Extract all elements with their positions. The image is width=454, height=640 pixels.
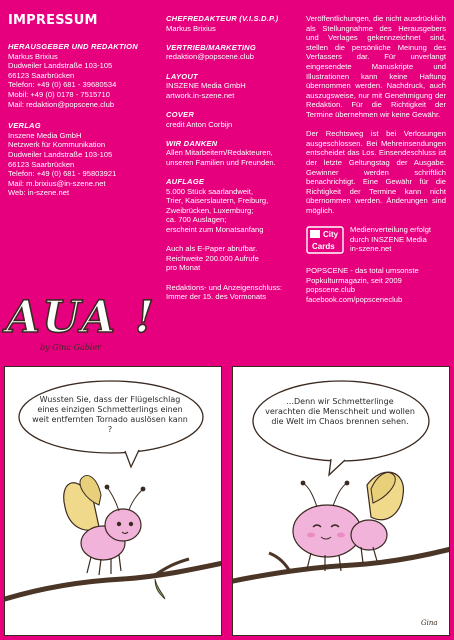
cover-heading: COVER: [166, 109, 195, 119]
comic-panel-1: [4, 366, 222, 636]
popscene-facebook[interactable]: facebook.com/popsceneclub: [306, 294, 403, 304]
verlag-line: Netzwerk für Kommunikation: [8, 140, 106, 150]
panel-2-speech-text: ...Denn wir Schmetterlinge verachten die Menschheit und wollen die Welt im Chaos brennen sehen.: [265, 397, 415, 426]
citycards-row: [306, 225, 446, 254]
epaper-block: [166, 244, 294, 273]
verlag-phone: Telefon: +49 (0) 681 - 95803921: [8, 169, 117, 179]
publisher-phone: Telefon: +49 (0) 681 - 39680534: [8, 80, 117, 90]
comic-title-art: [0, 284, 180, 356]
impressum-title: IMPRESSUM: [8, 13, 98, 28]
epaper-line: Reichweite 200.000 Aufrufe: [166, 253, 259, 263]
verlag-mail[interactable]: Mail: m.brixius@in-szene.net: [8, 178, 106, 188]
danken-line: Allen Mitarbeitern/Redakteuren,: [166, 148, 273, 158]
column-credits: [166, 14, 294, 311]
schluss-block: [166, 283, 294, 302]
verlag-line: Dudweiler Landstraße 103-105: [8, 149, 113, 159]
danken-line: unseren Familien und Freunden.: [166, 157, 276, 167]
schluss-line: Immer der 15. des Vormonats: [166, 292, 267, 302]
panel-1-speech-text: Wussten Sie, dass der Flügelschlag eines einzigen Schmetterlings einen weit entfernten Tornado auslösen kann ?: [32, 395, 188, 434]
comic-title: AUA !: [6, 292, 156, 343]
column-disclaimer: [306, 14, 446, 314]
chef-block: [166, 14, 294, 33]
popscene-line: POPSCENE - das total umsonste: [306, 266, 419, 276]
verlag-block: [8, 121, 148, 198]
svg-text:City: City: [323, 230, 339, 240]
panel-2-signature: Gina: [421, 619, 438, 627]
verlag-line: Inszene Media GmbH: [8, 130, 82, 140]
auflage-line: erscheint zum Monatsanfang: [166, 225, 264, 235]
citycards-text: [350, 225, 431, 254]
vertrieb-block: [166, 43, 294, 62]
vertrieb-heading: VERTRIEB/MARKETING: [166, 42, 256, 52]
auflage-heading: AUFLAGE: [166, 177, 205, 187]
citycards-logo: [306, 226, 344, 254]
citycards-line: durch INSZENE Media: [350, 234, 427, 244]
publisher-line: Markus Brixius: [8, 51, 58, 61]
publisher-mobile: Mobil: +49 (0) 0178 - 7515710: [8, 89, 110, 99]
auflage-line: Zweibrücken, Luxemburg;: [166, 205, 254, 215]
epaper-line: pro Monat: [166, 263, 201, 273]
layout-web[interactable]: artwork.in-szene.net: [166, 90, 235, 100]
citycards-line: Medienverteilung erfolgt: [350, 225, 432, 235]
publisher-heading: HERAUSGEBER UND REDAKTION: [8, 42, 138, 51]
danken-block: [166, 139, 294, 168]
auflage-line: ca. 700 Auslagen;: [166, 215, 227, 225]
auflage-block: [166, 177, 294, 235]
svg-text:Cards: Cards: [312, 242, 335, 252]
column-publisher: [8, 14, 148, 208]
comic-signature: by Gina Gabler: [40, 343, 101, 352]
popscene-web[interactable]: popscene.club: [306, 285, 355, 295]
epaper-line: Auch als E-Paper abrufbar.: [166, 244, 258, 254]
cover-block: [166, 110, 294, 129]
publisher-block: [8, 42, 148, 109]
layout-line: INSZENE Media GmbH: [166, 81, 246, 91]
verlag-web[interactable]: Web: in-szene.net: [8, 188, 70, 198]
cover-line: credit Anton Corbijn: [166, 119, 233, 129]
comic-panel-2: [232, 366, 450, 636]
chef-heading: CHEFREDAKTEUR (V.I.S.D.P.): [166, 14, 279, 23]
auflage-line: Trier, Kaiserslautern, Freiburg,: [166, 196, 269, 206]
disclaimer-paragraph: Veröffentlichungen, die nicht ausdrücklich als Stellungnahme des Herausgebers und Verlages gekennzeichnet sind, stellen die persönliche Meinung des Verfassers dar. Für unverlangt eingesendete Manuskripte und Illustrationen kann keine Haftung übernommen werden. Nachdruck, auch auszugsweise, nur mit Genehmigung der Redaktion. Für die Richtigkeit der Termine übernehmen wir keine Gewähr.: [306, 14, 446, 119]
raffle-paragraph: Der Rechtsweg ist bei Verlosungen ausgeschlossen. Bei Mehreinsendungen entscheidet das Los. Einsendeschluss ist der letzte Geltungstag der Ausgabe. Gewinner werden schriftlich benachrichtigt. Eine Gewähr für die Richtigkeit der Termine kann nicht übernommen werden. Änderungen sind möglich.: [306, 129, 446, 215]
layout-block: [166, 72, 294, 101]
verlag-heading: VERLAG: [8, 121, 41, 131]
popscene-block: [306, 266, 446, 304]
danken-heading: WIR DANKEN: [166, 138, 218, 148]
schluss-line: Redaktions- und Anzeigenschluss:: [166, 282, 283, 292]
chef-line: Markus Brixius: [166, 23, 216, 33]
publisher-mail[interactable]: Mail: redaktion@popscene.club: [8, 99, 115, 109]
verlag-line: 66123 Saarbrücken: [8, 159, 75, 169]
vertrieb-mail[interactable]: redaktion@popscene.club: [166, 52, 254, 62]
layout-heading: LAYOUT: [166, 71, 198, 81]
publisher-line: Dudweiler Landstraße 103-105: [8, 61, 113, 71]
publisher-line: 66123 Saarbrücken: [8, 70, 75, 80]
citycards-web[interactable]: in-szene.net: [350, 244, 392, 254]
popscene-line: Popkulturmagazin, seit 2009: [306, 275, 402, 285]
auflage-line: 5.000 Stück saarlandweit,: [166, 186, 253, 196]
